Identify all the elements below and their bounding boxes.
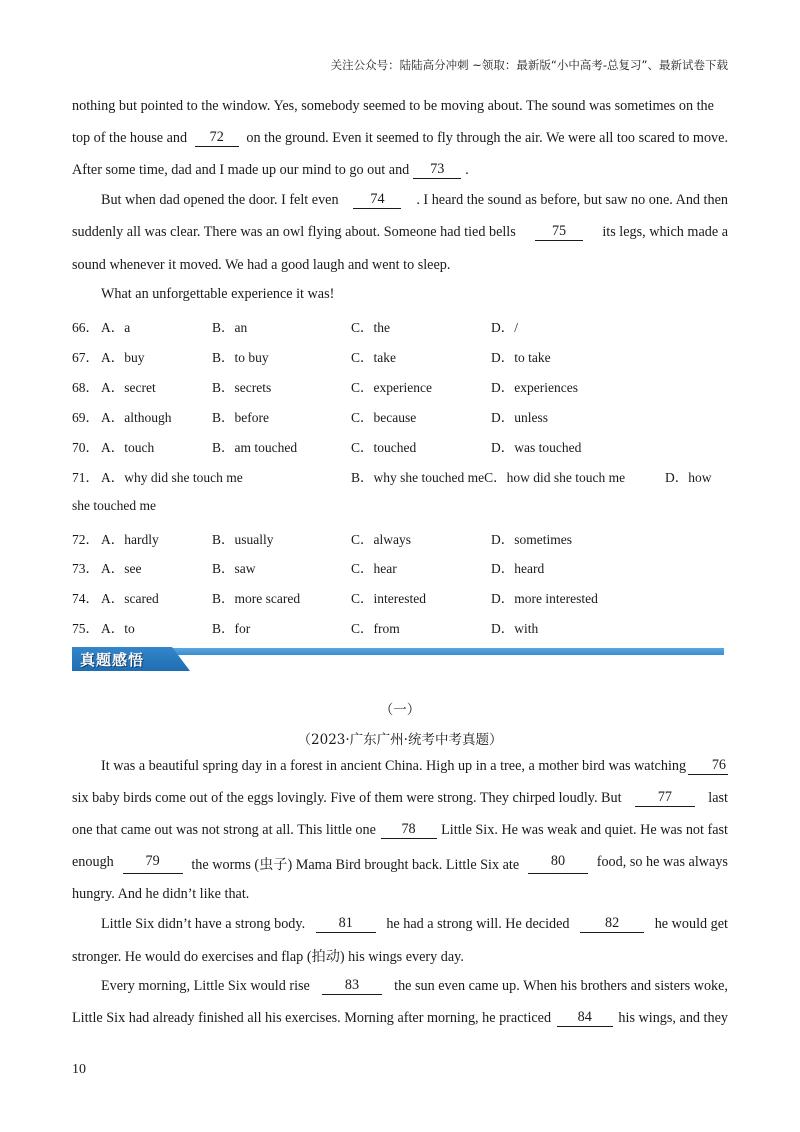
option-b: B．more scared bbox=[212, 591, 301, 606]
passage-line: six baby birds come out of the eggs lovingly. Five of them were strong. They chirped loudly. But 77 last bbox=[72, 789, 728, 806]
page-number: 10 bbox=[72, 1062, 86, 1077]
option-a: A．scared bbox=[101, 591, 159, 606]
passage-line: hungry. And he didn’t like that. bbox=[72, 886, 250, 902]
section-banner bbox=[72, 647, 724, 671]
option-d: D．heard bbox=[491, 561, 545, 576]
option-c: C．experience bbox=[351, 380, 432, 395]
option-b: B．secrets bbox=[212, 380, 272, 395]
answer-blank: 83 bbox=[322, 978, 382, 995]
answer-blank: 79 bbox=[123, 854, 183, 874]
option-c: C．the bbox=[351, 320, 390, 335]
option-d: D．with bbox=[491, 621, 539, 636]
option-b: B．before bbox=[212, 410, 269, 425]
passage-line: After some time, dad and I made up our mind to go out and 73 . bbox=[72, 161, 469, 178]
option-c: C．take bbox=[351, 350, 396, 365]
option-d: D．sometimes bbox=[491, 532, 572, 547]
banner-bar bbox=[172, 648, 724, 655]
option-c: C．interested bbox=[351, 591, 426, 606]
answer-blank: 72 bbox=[195, 130, 239, 147]
option-a: A．hardly bbox=[101, 532, 159, 547]
option-a: A．a bbox=[101, 320, 131, 335]
passage-line: nothing but pointed to the window. Yes, somebody seemed to be moving about. The sound was sometimes on the bbox=[72, 98, 714, 114]
passage-line: Little Six didn’t have a strong body. 81 he had a strong will. He decided 82 he would get bbox=[101, 915, 728, 932]
option-c: C．because bbox=[351, 410, 417, 425]
source-label: （2023·广东广州·统考中考真题） bbox=[297, 732, 503, 748]
passage-line: top of the house and 72 on the ground. Even it seemed to fly through the air. We were all too scared to move. bbox=[72, 129, 728, 146]
option-c: C．hear bbox=[351, 561, 397, 576]
answer-blank: 78 bbox=[381, 822, 437, 839]
option-d: D．experiences bbox=[491, 380, 578, 395]
passage-line: enough 79 the worms (虫子) Mama Bird brought back. Little Six ate 80 food, so he was always bbox=[72, 853, 728, 873]
option-b: B．saw bbox=[212, 561, 256, 576]
option-c: C．touched bbox=[351, 440, 417, 455]
passage-line: What an unforgettable experience it was! bbox=[101, 286, 335, 302]
answer-blank: 84 bbox=[557, 1010, 613, 1027]
answer-blank: 81 bbox=[316, 916, 376, 933]
option-a: A．although bbox=[101, 410, 172, 425]
part-label: （一） bbox=[379, 702, 421, 718]
option-a: A．to bbox=[101, 621, 135, 636]
option-a: A．why did she touch me bbox=[101, 470, 243, 485]
answer-blank: 75 bbox=[535, 224, 583, 241]
answer-blank: 80 bbox=[528, 854, 588, 874]
page-header-notice: 关注公众号：陆陆高分冲刺 ~领取：最新版“小中高考-总复习”、最新试卷下载 bbox=[330, 58, 728, 72]
option-d: D．more interested bbox=[491, 591, 598, 606]
option-b: B．for bbox=[212, 621, 251, 636]
answer-blank: 82 bbox=[580, 916, 644, 933]
option-a: A．buy bbox=[101, 350, 145, 365]
answer-blank: 74 bbox=[353, 192, 401, 209]
option-b: B．to buy bbox=[212, 350, 269, 365]
option-a: A．see bbox=[101, 561, 142, 576]
passage-line: one that came out was not strong at all. This little one 78 Little Six. He was weak and quiet. He was not fast bbox=[72, 821, 728, 838]
passage-line: Every morning, Little Six would rise 83 the sun even came up. When his brothers and sisters woke, bbox=[101, 977, 728, 994]
option-b: B．why she touched meC．how did she touch me bbox=[351, 470, 626, 485]
option-d: D．unless bbox=[491, 410, 548, 425]
answer-blank: 76 bbox=[688, 758, 728, 775]
option-d: D．how bbox=[665, 470, 712, 485]
option-continuation: she touched me bbox=[72, 498, 156, 513]
answer-blank: 73 bbox=[413, 162, 461, 179]
option-b: B．usually bbox=[212, 532, 274, 547]
option-b: B．am touched bbox=[212, 440, 298, 455]
option-c: C．from bbox=[351, 621, 400, 636]
passage-line: Little Six had already finished all his exercises. Morning after morning, he practiced 84 his wings, and they bbox=[72, 1009, 728, 1026]
passage-line: suddenly all was clear. There was an owl flying about. Someone had tied bells 75 its legs, which made a bbox=[72, 223, 728, 240]
option-c: C．always bbox=[351, 532, 411, 547]
passage-line: It was a beautiful spring day in a forest in ancient China. High up in a tree, a mother bird was watching 76 bbox=[101, 757, 726, 774]
option-d: D．was touched bbox=[491, 440, 582, 455]
option-d: D．to take bbox=[491, 350, 551, 365]
passage-line: But when dad opened the door. I felt even 74 . I heard the sound as before, but saw no one. And then bbox=[101, 191, 728, 208]
option-a: A．touch bbox=[101, 440, 155, 455]
option-d: D．/ bbox=[491, 320, 518, 335]
banner-title: 真题感悟 bbox=[80, 651, 145, 669]
option-b: B．an bbox=[212, 320, 248, 335]
answer-blank: 77 bbox=[635, 790, 695, 807]
passage-line: sound whenever it moved. We had a good laugh and went to sleep. bbox=[72, 257, 451, 273]
passage-line: stronger. He would do exercises and flap (拍动) his wings every day. bbox=[72, 949, 464, 965]
option-a: A．secret bbox=[101, 380, 156, 395]
